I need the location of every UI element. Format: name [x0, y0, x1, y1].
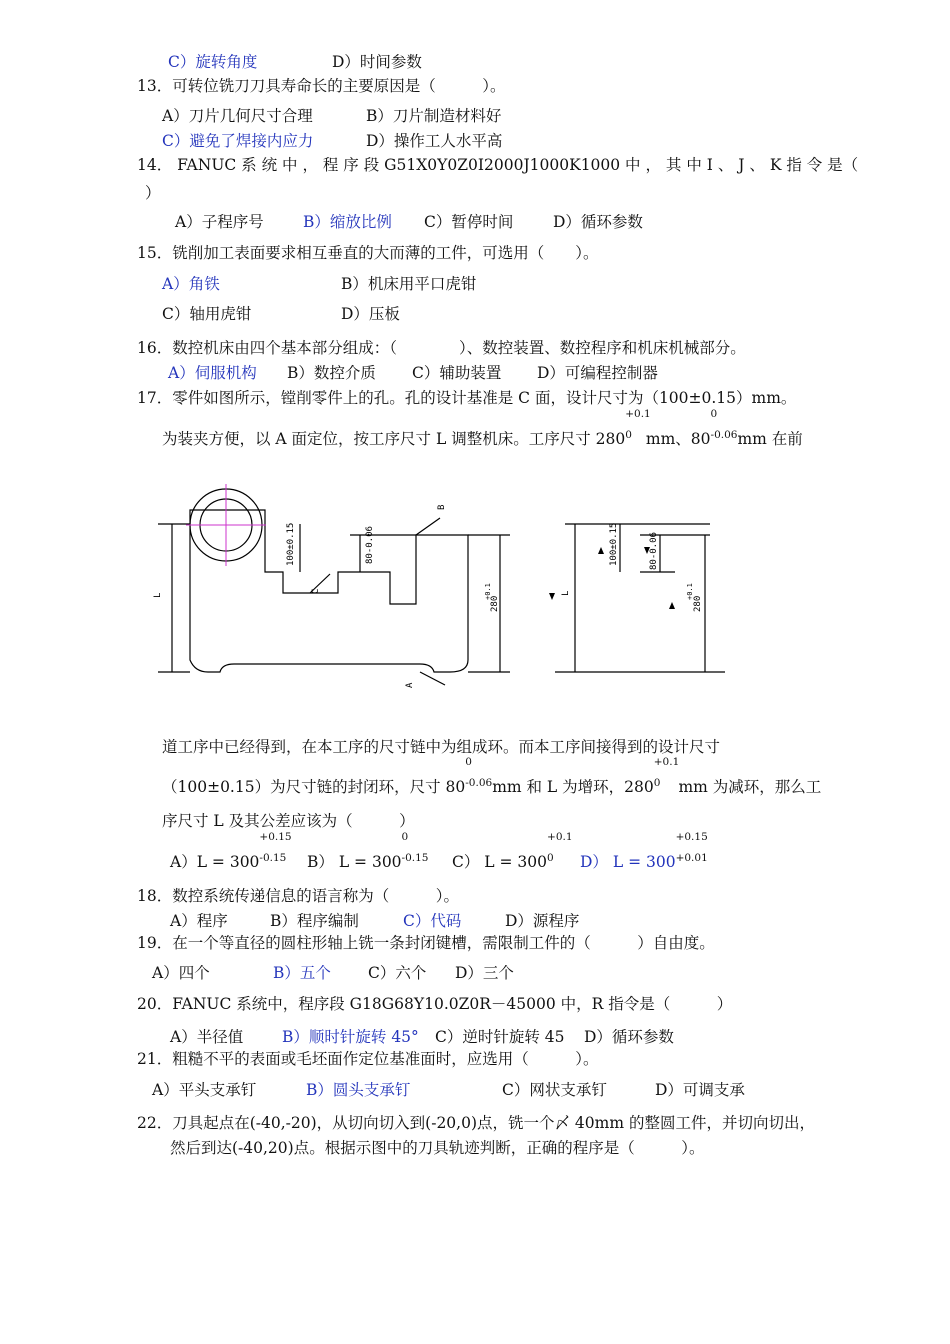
q18-option-c: C）代码	[403, 912, 462, 930]
label-80-chain: 80-0.06	[649, 532, 659, 570]
q18-stem: 18．数控系统传递信息的语言称为（ ）。	[137, 887, 459, 905]
q16-option-b: B）数控介质	[287, 364, 376, 382]
q15-stem: 15．铣削加工表面要求相互垂直的大而薄的工件，可选用（ ）。	[137, 244, 599, 262]
q21-option-c: C）网状支承钉	[502, 1081, 607, 1099]
q14-stem: 14． FANUC 系 统 中 ， 程 序 段 G51X0Y0Z0I2000J1000K1000 中 ， 其 中 I 、 J 、 K 指 令 是（	[137, 156, 859, 174]
q19-option-a: A）四个	[152, 964, 210, 982]
q18-option-d: D）源程序	[505, 912, 580, 930]
label-80: 80-0.06	[365, 526, 375, 564]
label-280-tol: +0.1	[484, 583, 492, 600]
label-L: L	[153, 592, 163, 598]
q20-option-b: B）顺时针旋转 45°	[282, 1028, 419, 1046]
q17-line3: 道工序中已经得到，在本工序的尺寸链中为组成环。而本工序间接得到的设计尺寸	[162, 738, 721, 756]
q14-stem-close: ）	[145, 184, 161, 202]
q14-option-c: C）暂停时间	[424, 213, 514, 231]
q21-stem: 21．粗糙不平的表面或毛坯面作定位基准面时，应选用（ ）。	[137, 1050, 599, 1068]
q21-option-b: B）圆头支承钉	[306, 1081, 411, 1099]
q14-option-a: A）子程序号	[175, 213, 264, 231]
q17-option-d: D） L = 300 +0.15 $^{+0.01}$	[580, 831, 708, 871]
q19-stem: 19．在一个等直径的圆柱形轴上铣一条封闭键槽，需限制工件的（ ）自由度。	[137, 934, 715, 952]
q13-option-c: C）避免了焊接内应力	[162, 132, 314, 150]
label-A: A	[405, 682, 415, 688]
q13-stem: 13．可转位铣刀刀具寿命长的主要原因是（ ）。	[137, 77, 506, 95]
q17-line4: （100±0.15）为尺寸链的封闭环，尺寸 80 0 $^{-0.06}$mm 和 L 为增环，280 +0.1 $^0$ mm 为减环，那么工	[162, 756, 822, 796]
label-280: 280	[490, 595, 500, 612]
tolerance-80: 0 $^{-0.06}$	[710, 408, 738, 441]
label-C: C	[311, 588, 321, 594]
q16-option-c: C）辅助装置	[412, 364, 502, 382]
label-B: B	[437, 504, 447, 510]
label-280-chain: 280	[693, 595, 703, 612]
q13-option-b: B）刀片制造材料好	[366, 107, 502, 125]
q19-option-d: D）三个	[455, 964, 514, 982]
label-280-chain-tol: +0.1	[686, 583, 694, 600]
q20-option-c: C）逆时针旋转 45	[435, 1028, 565, 1046]
q14-option-d: D）循环参数	[553, 213, 643, 231]
q17-option-a: A）L = 300 +0.15 $^{-0.15}$	[170, 831, 292, 871]
q19-option-b: B）五个	[273, 964, 331, 982]
part-drawing	[150, 470, 740, 710]
q22-line2: 然后到达(-40,20)点。根据示图中的刀具轨迹判断，正确的程序是（ ）。	[170, 1139, 705, 1157]
q17-line5: 序尺寸 L 及其公差应该为（ ）	[162, 812, 415, 830]
q18-option-b: B）程序编制	[270, 912, 359, 930]
q12-option-d: D）时间参数	[332, 53, 422, 71]
tolerance-280: +0.1 $^0$	[625, 408, 651, 441]
q17-line1: 17．零件如图所示，镗削零件上的孔。孔的设计基准是 C 面，设计尺寸为（100±0.15）mm。	[137, 389, 797, 407]
q16-option-a: A）伺服机构	[168, 364, 257, 382]
q17-line2: 为装夹方便，以 A 面定位，按工序尺寸 L 调整机床。工序尺寸 280 +0.1 $^0$ mm、80 0 $^{-0.06}$mm 在前	[162, 408, 803, 448]
q19-option-c: C）六个	[368, 964, 427, 982]
q16-option-d: D）可编程控制器	[537, 364, 658, 382]
q15-option-c: C）轴用虎钳	[162, 305, 252, 323]
q22-line1: 22．刀具起点在(-40,-20)，从切向切入到(-20,0)点，铣一个〆 40mm 的整圆工件，并切向切出，	[137, 1114, 815, 1132]
q17-option-b: B） L = 300 0 $^{-0.15}$	[307, 831, 429, 871]
q16-stem: 16．数控机床由四个基本部分组成：（ ）、数控装置、数控程序和机床机械部分。	[137, 339, 746, 357]
q12-option-c: C）旋转角度	[168, 53, 258, 71]
q15-option-a: A）角铁	[162, 275, 220, 293]
q17-option-c: C） L = 300 +0.1 $^0$	[452, 831, 573, 871]
q14-option-b: B）缩放比例	[303, 213, 392, 231]
q13-option-d: D）操作工人水平高	[366, 132, 503, 150]
q20-stem: 20．FANUC 系统中，程序段 G18G68Y10.0Z0R－45000 中，R 指令是（ ）	[137, 995, 733, 1013]
q20-option-d: D）循环参数	[584, 1028, 674, 1046]
q21-option-a: A）平头支承钉	[152, 1081, 257, 1099]
label-L-chain: L	[561, 590, 571, 596]
tolerance-80b: 0 $^{-0.06}$	[465, 756, 493, 789]
label-100: 100±0.15	[286, 522, 296, 566]
q15-option-b: B）机床用平口虎钳	[341, 275, 477, 293]
q15-option-d: D）压板	[341, 305, 400, 323]
q13-option-a: A）刀片几何尺寸合理	[162, 107, 313, 125]
label-100-chain: 100±0.15	[609, 522, 619, 566]
q18-option-a: A）程序	[170, 912, 228, 930]
tolerance-280b: +0.1 $^0$	[653, 756, 680, 789]
q21-option-d: D）可调支承	[655, 1081, 745, 1099]
q20-option-a: A）半径值	[170, 1028, 244, 1046]
